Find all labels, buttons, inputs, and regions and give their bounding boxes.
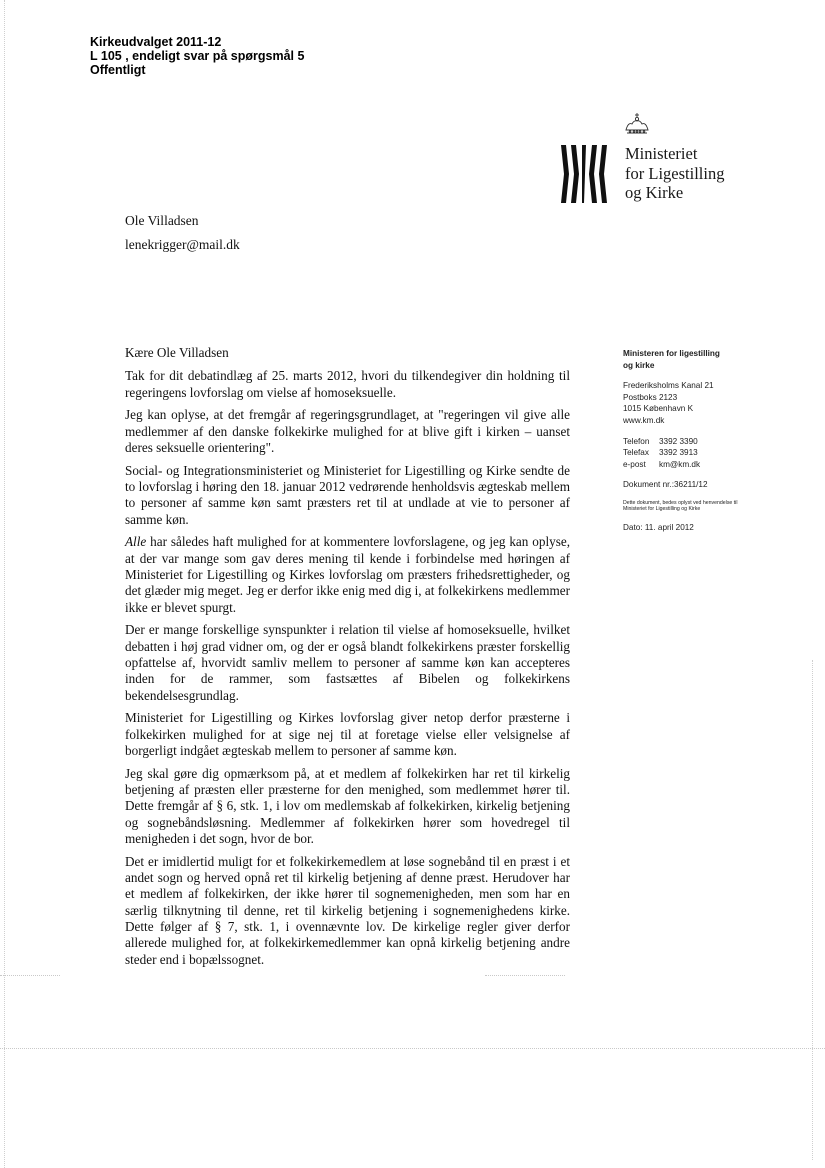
letter-paragraph: Det er imidlertid muligt for et folkekirkemedlem at løse sognebånd til en præst i et andet sogn og herved opnå ret til kirkelig betjening af denne præst. Herudover har et medlem af folkekirken, der ikke hører til sognemenigheden, men som har en særlig tilknytning til denne, ret til kirkelig betjening i sognemenighedens kirke. Dette følger af § 7, stk. 1, i ovennævnte lov. De kirkelige regler giver derfor allerede mulighed for, at folkekirkemedlemmer kan opnå kirkelig betjening andre steder end i bopælssognet.	[125, 853, 570, 967]
stamp-status: Offentligt	[90, 63, 146, 77]
letter-paragraph: Jeg kan oplyse, at det fremgår af regeringsgrundlaget, at "regeringen vil give alle medlemmer af den danske folkekirke mulighed for at blive gift i kirken – uanset deres seksuelle orientering".	[125, 407, 570, 455]
letter-paragraph: Social- og Integrationsministeriet og Ministeriet for Ligestilling og Kirke sendte de to lovforslag i høring den 18. januar 2012 vedrørende henholdsvis ægteskab mellem to personer af samme køn samt præsters ret til at undlade at vie to personer af samme køn.	[125, 462, 570, 527]
scan-artifact-line	[0, 975, 60, 976]
scan-artifact-line	[812, 660, 813, 1160]
ministry-name	[625, 144, 724, 203]
document-date: Dato: 11. april 2012	[623, 523, 694, 533]
sender-contacts	[623, 436, 758, 471]
sender-address	[623, 380, 758, 426]
letter-paragraph: Tak for dit debatindlæg af 25. marts 2012, hvori du tilkendegiver din holdning til regeringens lovforslag om vielse af homoseksuelle.	[125, 368, 570, 400]
recipient-name: Ole Villadsen	[125, 213, 199, 228]
stamp-committee: Kirkeudvalget 2011-12	[90, 35, 222, 49]
sender-info-sidebar	[623, 348, 758, 534]
contact-label: e-post	[623, 459, 646, 469]
sender-org-line1: Ministeren for ligestilling	[623, 349, 720, 358]
contact-value: 3392 3913	[659, 448, 698, 458]
address-street: Frederiksholms Kanal 21	[623, 381, 714, 391]
ministry-name-line3: og Kirke	[625, 183, 684, 202]
letter-paragraph	[125, 534, 570, 615]
document-fine-print: Dette dokument, bedes oplyst ved henvendelse til Ministeriet for Ligestilling og Kirke	[623, 499, 738, 513]
letter-body	[125, 345, 570, 974]
contact-label: Telefon	[623, 436, 650, 446]
ministry-name-line1: Ministeriet	[625, 144, 698, 163]
contact-label: Telefax	[623, 448, 649, 458]
stamp-reference: L 105 , endeligt svar på spørgsmål 5	[90, 49, 305, 63]
contact-value: 3392 3390	[659, 436, 698, 446]
sender-organization	[623, 348, 758, 371]
emphasis-word: Alle	[125, 534, 147, 550]
document-stamp	[90, 35, 304, 77]
address-pobox: Postboks 2123	[623, 392, 678, 402]
sender-org-line2: og kirke	[623, 360, 655, 370]
letter-paragraph: Jeg skal gøre dig opmærksom på, at et medlem af folkekirken har ret til kirkelig betjening af præsten eller præsterne for den menighed, som medlemmet hører til. Dette fremgår af § 6, stk. 1, i lov om medlemskab af folkekirken, kirkelig betjening og sognebåndsløsning. Medlemmer af folkekirken hører som hovedregel til menigheden i det sogn, hvor de bor.	[125, 765, 570, 847]
address-city: 1015 København K	[623, 404, 694, 414]
scan-artifact-line	[0, 1048, 825, 1049]
contact-value: km@km.dk	[659, 459, 701, 469]
contact-fax	[623, 447, 758, 459]
crown-icon	[622, 112, 652, 138]
address-website: www.km.dk	[623, 415, 665, 425]
ministry-name-line2: for Ligestilling	[625, 163, 725, 183]
document-number: Dokument nr.:36211/12	[623, 480, 708, 490]
contact-email	[623, 459, 758, 471]
scan-artifact-line	[4, 0, 5, 1168]
letter-salutation: Kære Ole Villadsen	[125, 345, 229, 360]
paragraph-text: har således haft mulighed for at kommentere lovforslagene, og jeg kan oplyse, at der var mange som gav deres mening til kende i forbindelse med høringen af Ministeriet for Ligestilling og Kirkes lovforslag om præsters frihedsrettigheder, og det glæder mig meget. Jeg er derfor ikke enig med dig i, at folkekirkens medlemmer ikke er blevet spurgt.	[125, 534, 570, 615]
recipient-email: lenekrigger@mail.dk	[125, 237, 240, 252]
scan-artifact-line	[485, 975, 565, 976]
letter-paragraph: Ministeriet for Ligestilling og Kirkes lovforslag giver netop derfor præsterne i folkekirken mulighed for at sige nej til at foretage vielse eller velsignelse af borgerligt indgået ægteskab mellem to personer af samme køn.	[125, 710, 570, 759]
contact-phone	[623, 436, 758, 448]
letter-paragraph: Der er mange forskellige synspunkter i relation til vielse af homoseksuelle, hvilket debatten i høj grad vidner om, og der er også blandt folkekirkens præster forskellig opfattelse af, hvorvidt samliv mellem to personer af samme køn kan accepteres inden for de rammer, som fastsættes af Bibelen og folkekirkens bekendelsesgrundlag.	[125, 622, 570, 703]
ministry-logo-icon	[560, 145, 608, 203]
recipient-block	[125, 209, 240, 257]
